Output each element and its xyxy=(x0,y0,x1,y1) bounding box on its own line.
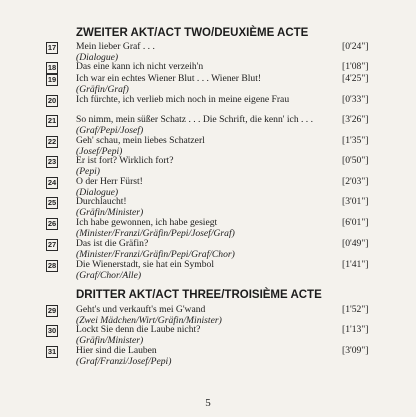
track-number: 31 xyxy=(47,347,57,356)
track-number: 18 xyxy=(47,63,57,72)
track-duration: [3'01"] xyxy=(342,196,369,207)
track-number: 29 xyxy=(47,306,57,315)
track-number: 17 xyxy=(47,43,57,52)
track-duration: [3'26"] xyxy=(342,114,369,125)
track-performers: (Graf/Pepi/Josef) xyxy=(76,125,144,136)
track-performers: (Gräfin/Minister) xyxy=(76,207,144,218)
track-duration: [1'08"] xyxy=(342,61,369,72)
track-title: Durchlaucht! xyxy=(76,196,127,207)
track-duration: [6'01"] xyxy=(342,217,369,228)
track-performers: (Pepi) xyxy=(76,166,100,177)
track-title: Lockt Sie denn die Laube nicht? xyxy=(76,324,201,335)
track-duration: [1'52"] xyxy=(342,304,369,315)
track-performers: (Minister/Franzi/Gräfin/Pepi/Josef/Graf) xyxy=(76,228,235,239)
track-performers: (Dialogue) xyxy=(76,187,119,198)
track-title: Hier sind die Lauben xyxy=(76,345,157,356)
track-performers: (Graf/Franzi/Josef/Pepi) xyxy=(76,356,172,367)
track-duration: [0'49"] xyxy=(342,238,369,249)
track-title: Das eine kann ich nicht verzeih'n xyxy=(76,61,204,72)
page-number: 5 xyxy=(205,397,211,409)
track-number: 30 xyxy=(47,326,57,335)
track-duration: [1'13"] xyxy=(342,324,369,335)
track-title: O der Herr Fürst! xyxy=(76,176,143,187)
act-three-heading: DRITTER AKT/ACT THREE/TROISIÈME ACTE xyxy=(76,289,322,301)
track-duration: [1'41"] xyxy=(342,259,369,270)
track-title: So nimm, mein süßer Schatz . . . Die Schrift, die kenn' ich . . . xyxy=(76,114,314,125)
track-number: 26 xyxy=(47,219,57,228)
track-title: Geh' schau, mein liebes Schatzerl xyxy=(76,135,205,146)
track-duration: [0'24"] xyxy=(342,41,369,52)
track-number: 27 xyxy=(47,240,57,249)
track-duration: [0'50"] xyxy=(342,155,369,166)
track-number: 28 xyxy=(47,261,57,270)
act-two-heading: ZWEITER AKT/ACT TWO/DEUXIÈME ACTE xyxy=(76,27,309,39)
track-number: 23 xyxy=(47,157,57,166)
track-number: 19 xyxy=(47,75,57,84)
track-performers: (Gräfin/Graf) xyxy=(76,84,129,95)
track-duration: [2'03"] xyxy=(342,176,369,187)
track-title: Das ist die Gräfin? xyxy=(76,238,149,249)
track-title: Geht's und verkauft's mei G'wand xyxy=(76,304,206,315)
track-performers: (Zwei Mädchen/Wirt/Gräfin/Minister) xyxy=(76,315,222,326)
track-performers: (Graf/Chor/Alle) xyxy=(76,270,142,281)
track-title: Ich fürchte, ich verlieb mich noch in meine eigene Frau xyxy=(76,94,290,105)
track-title: Die Wienerstadt, sie hat ein Symbol xyxy=(76,259,214,270)
track-duration: [4'25"] xyxy=(342,73,369,84)
track-number: 25 xyxy=(47,198,57,207)
track-duration: [1'35"] xyxy=(342,135,369,146)
track-duration: [3'09"] xyxy=(342,345,369,356)
track-performers: (Minister/Franzi/Gräfin/Pepi/Graf/Chor) xyxy=(76,249,235,260)
track-duration: [0'33"] xyxy=(342,94,369,105)
track-title: Mein lieber Graf . . . xyxy=(76,41,155,52)
track-performers: (Dialogue) xyxy=(76,52,119,63)
track-number: 21 xyxy=(47,116,57,125)
track-number: 22 xyxy=(47,137,57,146)
track-number: 20 xyxy=(47,96,57,105)
track-number: 24 xyxy=(47,178,57,187)
track-performers: (Josef/Pepi) xyxy=(76,146,123,157)
track-performers: (Gräfin/Minister) xyxy=(76,335,144,346)
track-title: Ich habe gewonnen, ich habe gesiegt xyxy=(76,217,218,228)
track-title: Ich war ein echtes Wiener Blut . . . Wiener Blut! xyxy=(76,73,262,84)
track-title: Er ist fort? Wirklich fort? xyxy=(76,155,174,166)
